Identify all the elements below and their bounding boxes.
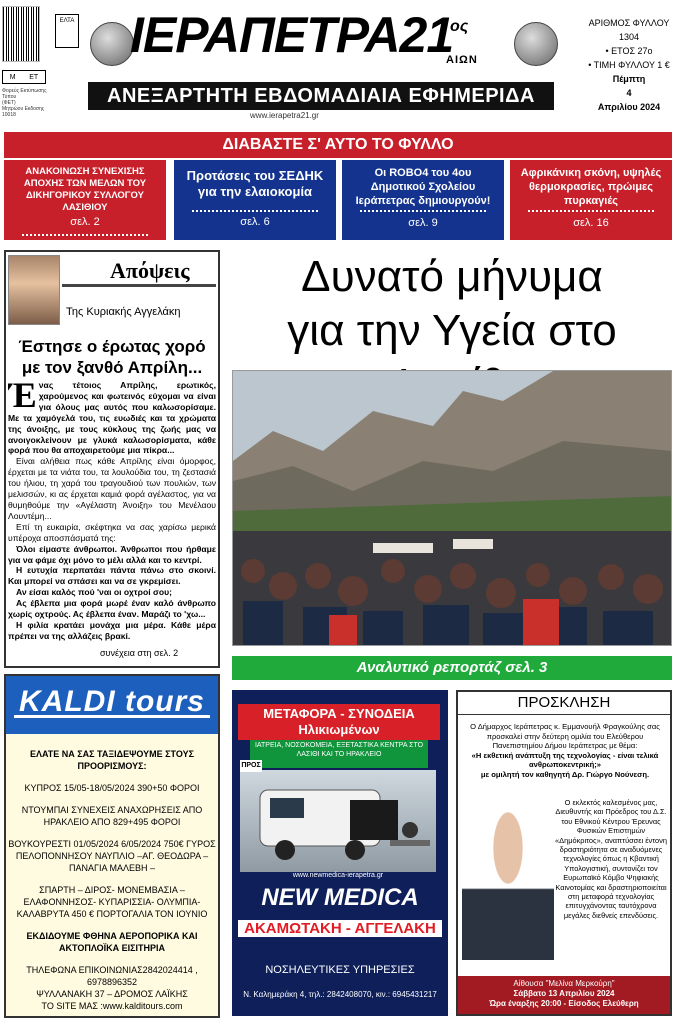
opinion-body	[8, 380, 216, 642]
in-this-issue-banner: ΔΙΑΒΑΣΤΕ Σ' ΑΥΤΟ ΤΟ ΦΥΛΛΟ	[4, 132, 672, 158]
invitation-topic: «Η εκθετική ανάπτυξη της τεχνολογίας - είναι τελικά ανθρωποκεντρική;»	[471, 750, 659, 770]
teaser-page: σελ. 16	[573, 217, 609, 229]
issue-year: • ΕΤΟΣ 27ο	[605, 46, 653, 56]
issue-month: Απριλίου 2024	[597, 102, 661, 112]
protest-photo	[232, 370, 672, 646]
kaldi-item: ΒΟΥΚΟΥΡΕΣΤΙ 01/05/2024 6/05/2024 750€ ΓΥΡΟΣ ΠΕΛΟΠΟΝΝΗΣΟΥ ΝΑΥΠΛΙΟ –ΑΓ. ΘΕΟΔΩΡΑ – ΠΑΝΑΓΙΑ ΜΑΛΕΒΗ –	[8, 839, 216, 873]
issue-price: • ΤΙΜΗ ΦΥΛΛΟΥ 1 €	[588, 60, 670, 70]
website-link[interactable]: www.ierapetra21.gr	[250, 111, 319, 120]
ad-website[interactable]: www.newmedica-ierapetra.gr	[292, 872, 384, 879]
kaldi-body	[6, 738, 218, 1012]
teaser-text: ΑΝΑΚΟΙΝΩΣΗ ΣΥΝΕΧΙΣΗΣ ΑΠΟΧΗΣ ΤΩΝ ΜΕΛΩΝ ΤΟΥ ΔΙΚΗΓΟΡΙΚΟΥ ΣΥΛΛΟΓΟΥ ΛΑΣΙΘΙΟΥ	[23, 166, 147, 213]
invitation-time: Ώρα έναρξης 20:00 - Είσοδος Ελεύθερη	[489, 999, 639, 1008]
teaser-dots	[528, 210, 654, 212]
van-image	[240, 770, 436, 872]
teaser-lawyers[interactable]	[4, 160, 166, 240]
publisher-tag	[2, 70, 46, 84]
ad-title-line-1: ΜΕΤΑΦΟΡΑ - ΣΥΝΟΔΕΙΑ	[263, 706, 415, 721]
ad-services: ΝΟΣΗΛΕΥΤΙΚΕΣ ΥΠΗΡΕΣΙΕΣ	[265, 964, 415, 976]
ad-title-line-2: Ηλικιωμένων	[298, 722, 380, 737]
ad-names: ΑΚΑΜΩΤΑΚΗ - ΑΓΓΕΛΑΚΗ	[238, 920, 442, 937]
drop-cap: Έ	[8, 380, 37, 415]
opinion-section-title: Απόψεις	[110, 258, 190, 283]
van-drawing	[240, 770, 436, 872]
ad-pros-label: ΠΡΟΣ	[240, 760, 262, 772]
tag-m: Μ	[9, 73, 16, 81]
stamp-line: Μητρώου Εκδοσης	[2, 106, 45, 112]
headline-line-1: Δυνατό μήνυμα	[301, 252, 603, 301]
issue-info	[580, 16, 678, 114]
invitation-date: Σάββατο 13 Απριλίου 2024	[513, 989, 615, 998]
ancient-coin-left	[90, 22, 134, 66]
opinion-quote: Η φιλία κρατάει μονάχα μια μέρα. Κάθε μέρα πρέπει να της αλλάζεις βρακί.	[8, 619, 216, 641]
teaser-text: Οι ROBO4 του 4ου Δημοτικού Σχολείου Ιεράπετρας δημιουργούν!	[355, 167, 491, 207]
teaser-robo4[interactable]	[342, 160, 504, 240]
tag-et: ΕΤ	[29, 73, 39, 81]
elta-text: ΕΛΤΑ	[59, 18, 75, 24]
opinion-paragraph: Επί τη ευκαιρία, σκέφτηκα να σας χαρίσω μερικά υπέροχα αποσπάσματά της:	[8, 521, 216, 543]
teaser-olive[interactable]	[174, 160, 336, 240]
author-photo	[8, 255, 60, 325]
invitation-footer	[458, 976, 670, 1014]
teaser-page: σελ. 6	[240, 216, 270, 228]
opinion-quote: Ας έβλεπα μια φορά μωρέ έναν καλό άνθρωπο χωρίς οχτρούς. Ας έβλεπα έναν. Μαράζι το 'χω...	[8, 598, 216, 620]
issue-date: 4	[626, 88, 632, 98]
invitation-speaker: με ομιλητή τον καθηγητή Δρ. Γιώργο Νούνεση.	[480, 769, 650, 779]
kaldi-address: ΨΥΛΛΑΝΑΚΗ 37 – ΔΡΟΜΟΣ ΛΑΪΚΗΣ	[36, 989, 188, 999]
invitation-intro: Ο Δήμαρχος Ιεράπετρας κ. Εμμανουήλ Φραγκούλης σας προσκαλεί στην δεύτερη ομιλία του Ελεύθερου Πανεπιστημίου Δήμου Ιεράπετρας με θέμα:	[470, 722, 660, 751]
opinion-title: Έστησε ο έρωτας χορό με τον ξανθό Απρίλη...	[18, 337, 206, 377]
kaldi-item: ΝΤΟΥΜΠΑΙ ΣΥΝΕΧΕΙΣ ΑΝΑΧΩΡΗΣΕΙΣ ΑΠΟ ΗΡΑΚΛΕΙΟ ΑΠΟ 829+495 ΦΟΡΟΙ	[21, 805, 203, 827]
ad-brand: NEW MEDICA	[261, 884, 419, 911]
opinion-lead: νας τέτοιος Απρίλης, ερωτικός, χαρούμενος και φωτεινός εύχομαι να είναι για όλους μας αυτός που καλωσορίσαμε. Με τα χαμόγελά του, τις ευωδιές και τα χρώματα της άνοιξης, με τους κύκλους της ζωής μας να ανοιγοκλείνουν με γλυκά καλωσορίσματα, κάθε φορά που θα αποχαιρετούμε μια πίκρα...	[8, 380, 216, 456]
ancient-coin-right	[514, 22, 558, 66]
opinion-quote: Όλοι είμαστε άνθρωποι. Άνθρωποι που ήρθαμε για να φάμε όχι μόνο το μέλι αλλά και το κεντρί.	[8, 543, 216, 565]
headline-line-2: για την Υγεία στο	[287, 306, 617, 355]
kaldi-phone: ΤΗΛΕΦΩΝΑ ΕΠΙΚΟΙΝΩΝΙΑΣ2842024414 , 6978896352	[26, 965, 198, 987]
logo-subscript: ΑΙΩΝ	[446, 54, 478, 66]
issue-number: ΑΡΙΘΜΟΣ ΦΥΛΛΟΥ 1304	[588, 18, 670, 42]
kaldi-invite: ΕΛΑΤΕ ΝΑ ΣΑΣ ΤΑΞΙΔΕΨΟΥΜΕ ΣΤΟΥΣ ΠΡΟΟΡΙΣΜΟΥΣ:	[29, 749, 195, 771]
logo-superscript: ος	[450, 18, 469, 35]
kaldi-logo: KALDI tours	[14, 686, 210, 718]
continued-link[interactable]: συνέχεια στη σελ. 2	[100, 648, 179, 658]
teaser-dust[interactable]	[510, 160, 672, 240]
kaldi-site[interactable]: ΤΟ SITE ΜΑΣ :www.kalditours.com	[41, 1001, 183, 1011]
teaser-text: Προτάσεις του ΣΕΔΗΚ για την ελαιοκομία	[186, 168, 324, 199]
stamp-line: Φορεύς Εκτύπωσης Τύπου	[2, 88, 47, 100]
teaser-page: σελ. 2	[70, 216, 100, 228]
invitation-bio: Ο εκλεκτός καλεσμένος μας, Διευθυντής και Πρόεδρος του Δ.Σ. του Εθνικού Κέντρου Έρευνας Φυσικών Επιστημών «Δημόκριτος», αναπτύσσει έντονη δραστηριότητα σε αναδυόμενες τεχνολογίες όπως η Κβαντική Υπολογιστική, συντονίζει τον Ευρωπαϊκό Κόμβο Ψηφιακής Καινοτομίας και δραστηριοποιείται στη μεταφορά τεχνολογίας επιτυγχάνοντας ταυτόχρονα μεγάλες διεθνείς επενδύσεις.	[555, 798, 667, 920]
printer-stamp	[2, 88, 48, 118]
invitation-title: ΠΡΟΣΚΛΗΣΗ	[458, 692, 670, 715]
barcode	[2, 6, 40, 62]
teaser-dots	[22, 234, 148, 236]
protest-photo-drawing	[233, 371, 672, 646]
kaldi-item: ΚΥΠΡΟΣ 15/05-18/05/2024 390+50 ΦΟΡΟΙ	[24, 783, 200, 793]
opinion-quote: Η ευτυχία περπατάει πάντα πάνω στο σκοινί. Και μπορεί να σπάσει και να σε γκρεμίσει.	[8, 565, 216, 587]
newspaper-logo: ΙΕΡΑΠΕΤΡΑ21	[130, 7, 454, 63]
ad-subtitle: ΙΑΤΡΕΙΑ, ΝΟΣΟΚΟΜΕΙΑ, ΕΞΕΤΑΣΤΙΚΑ ΚΕΝΤΡΑ ΣΤΟ ΛΑΣΙΘΙ ΚΑΙ ΤΟ ΗΡΑΚΛΕΙΟ	[250, 740, 428, 768]
ad-address: Ν. Καλημεράκη 4, τηλ.: 2842408070, κιν.: 6945431217	[243, 990, 437, 999]
tagline-bar: ΑΝΕΞΑΡΤΗΤΗ ΕΒΔΟΜΑΔΙΑΙΑ ΕΦΗΜΕΡΙΔΑ	[88, 82, 554, 110]
stamp-line: 10018	[2, 112, 16, 118]
teaser-page: σελ. 9	[408, 217, 438, 229]
elta-logo	[55, 14, 79, 48]
teaser-dots	[360, 210, 486, 212]
opinion-quote: Αν είσαι καλός πού 'ναι οι οχτροί σου;	[16, 587, 172, 598]
teaser-dots	[192, 210, 318, 212]
teaser-text: Αφρικάνικη σκόνη, υψηλές θερμοκρασίες, πρώιμες πυρκαγιές	[520, 167, 662, 207]
opinion-author: Της Κυριακής Αγγελάκη	[66, 306, 181, 318]
opinion-divider	[62, 284, 216, 287]
invitation-text	[462, 722, 668, 780]
report-bar[interactable]: Αναλυτικό ρεπορτάζ σελ. 3	[232, 656, 672, 680]
opinion-paragraph: Είναι αλήθεια πως κάθε Απρίλης είναι όμορφος, έρχεται με τα νιάτα του, τα λουλούδια του, τη ζεστασιά του ήλιου, τη χαρά του τραγουδιού των πουλιών, των μελισσών, κι ας έρχεται καμιά φορά αγέλαστος, για να θυμηθούμε την «Αγέλαστη Άνοιξη» του Μενέλαου Λουντέμη...	[8, 456, 216, 521]
kaldi-item: ΣΠΑΡΤΗ – ΔΙΡΟΣ- ΜΟΝΕΜΒΑΣΙΑ – ΕΛΑΦΟΝΝΗΣΟΣ- ΚΥΠΑΡΙΣΣΙΑ- ΟΛΥΜΠΙΑ- ΚΑΛΑΒΡΥΤΑ 450 € ΠΟΡΤΟΓΑΛΙΑ ΤΟΝ ΙΟΥΝΙΟ	[16, 885, 208, 919]
speaker-photo	[462, 800, 554, 960]
ad-title	[238, 704, 440, 740]
invitation-venue: Αίθουσα "Μελίνα Μερκούρη"	[513, 979, 615, 988]
kaldi-tickets: ΕΚΔΙΔΟΥΜΕ ΦΘΗΝΑ ΑΕΡΟΠΟΡΙΚΑ ΚΑΙ ΑΚΤΟΠΛΟΪΚΑ ΕΙΣΙΤΗΡΙΑ	[26, 931, 198, 953]
issue-day: Πέμπτη	[612, 74, 646, 84]
stamp-line: (ΦΕΤ)	[2, 100, 16, 106]
